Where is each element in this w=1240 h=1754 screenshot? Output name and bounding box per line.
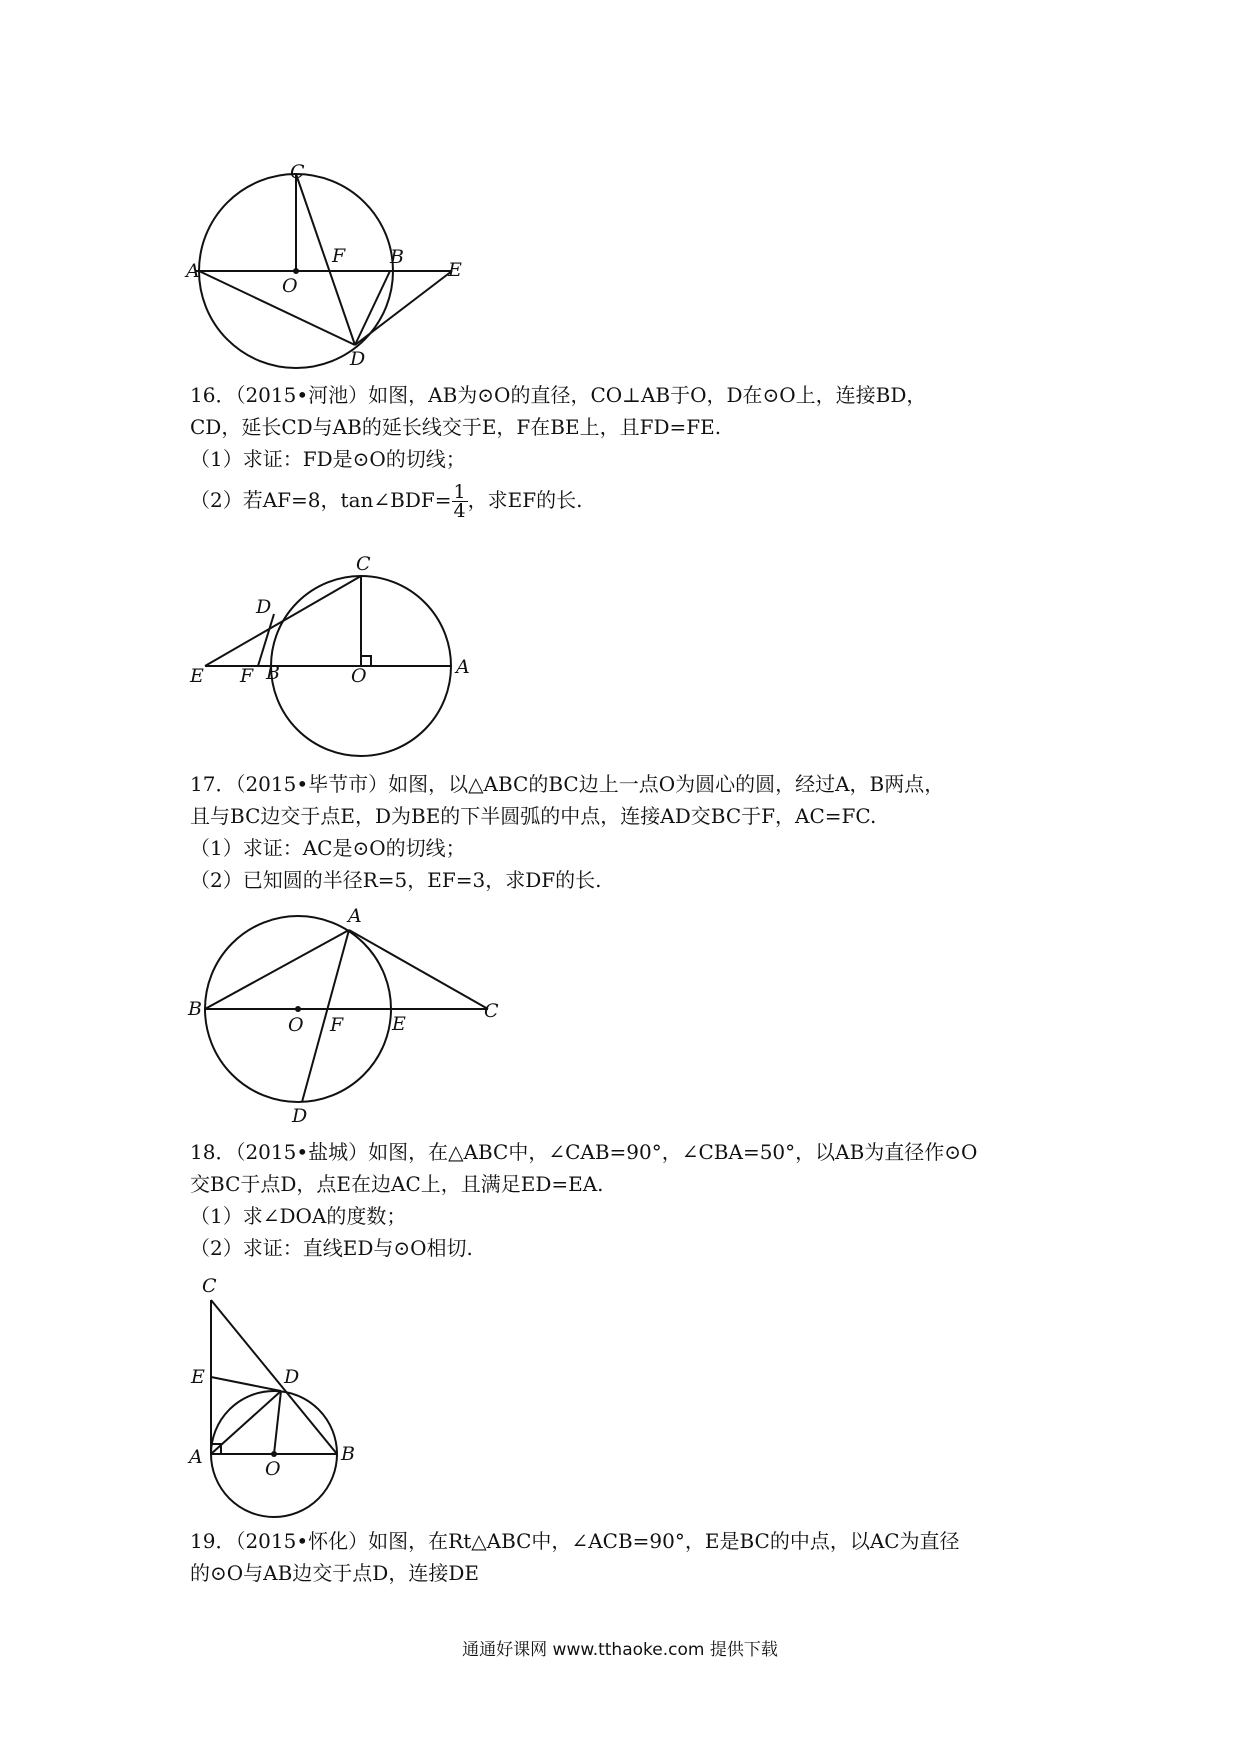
problem-16-line-2: CD，延长CD与AB的延长线交于E，F在BE上，且FD=FE. [190,415,722,439]
segment-cd [296,174,355,345]
label-d: D [256,596,272,618]
problem-17-part-2: （2）已知圆的半径R=5，EF=3，求DF的长. [190,868,602,892]
label-c: C [356,553,371,575]
problem-19-line-2: 的⊙O与AB边交于点D，连接DE [190,1561,479,1585]
label-e: E [191,1366,205,1388]
label-c: C [484,1000,499,1022]
label-b: B [390,246,404,268]
center-dot-o [295,1006,301,1012]
label-c: C [202,1275,217,1297]
segment-ed [211,1377,281,1391]
figure-problem-16 [0,540,1240,770]
label-o: O [282,275,298,297]
part-2-prefix: （2）若AF=8，tan∠BDF= [190,488,452,512]
figure-problem-16-context [0,0,1240,380]
problem-16-part-1: （1）求证：FD是⊙O的切线； [190,447,466,471]
label-f: F [330,1014,344,1036]
label-e: E [448,259,462,281]
problem-19 [190,1525,960,1589]
problem-18-line-2: 交BC于点D，点E在边AC上，且满足ED=EA. [190,1172,604,1196]
label-a: A [456,656,470,678]
segment-cb [211,1300,337,1454]
segment-ed [355,271,452,345]
center-dot-o [293,268,299,274]
problem-18-part-1: （1）求∠DOA的度数； [190,1204,407,1228]
problem-18-part-2: （2）求证：直线ED与⊙O相切. [190,1236,473,1260]
center-dot-o [271,1451,277,1457]
label-o: O [265,1458,281,1480]
label-f: F [240,665,254,687]
problem-17-part-1: （1）求证：AC是⊙O的切线； [190,836,466,860]
label-d: D [350,348,366,370]
figure-problem-18 [0,1270,1240,1520]
figure-problem-17 [0,900,1240,1130]
part-2-suffix: ，求EF的长. [467,488,583,512]
problem-18-line-1: 18．（2015•盐城）如图，在△ABC中，∠CAB=90°，∠CBA=50°，以AB为直径作⊙O [190,1140,978,1164]
problem-16 [190,379,926,520]
label-e: E [190,665,204,687]
segment-do [274,1391,281,1454]
label-o: O [351,665,367,687]
label-b: B [188,998,202,1020]
segment-ec [205,576,361,666]
label-b: B [266,662,280,684]
label-b: B [341,1443,355,1465]
problem-17-line-1: 17．（2015•毕节市）如图，以△ABC的BC边上一点O为圆心的圆，经过A，B两点， [190,772,945,796]
fraction [452,483,468,520]
problem-16-part-2 [190,483,926,520]
problem-17 [190,768,944,896]
label-d: D [284,1366,300,1388]
label-c: C [290,161,305,183]
label-a: A [348,905,362,927]
fraction-numerator: 1 [453,481,466,503]
label-d: D [292,1105,308,1127]
label-f: F [332,245,346,267]
label-o: O [288,1014,304,1036]
problem-19-line-1: 19．（2015•怀化）如图，在Rt△ABC中，∠ACB=90°，E是BC的中点，以AC为直径 [190,1529,960,1553]
segment-ac [349,930,488,1009]
problem-18 [190,1136,977,1264]
label-e: E [392,1013,406,1035]
label-a: A [186,260,200,282]
fraction-denominator: 4 [453,500,466,522]
segment-ba [205,930,349,1009]
problem-16-line-1: 16．（2015•河池）如图，AB为⊙O的直径，CO⊥AB于O，D在⊙O上，连接BD， [190,383,927,407]
problem-17-line-2: 且与BC边交于点E，D为BE的下半圆弧的中点，连接AD交BC于F，AC=FC. [190,804,877,828]
label-a: A [189,1446,203,1468]
page-footer: 通通好课网 www.tthaoke.com 提供下载 [462,1640,778,1660]
